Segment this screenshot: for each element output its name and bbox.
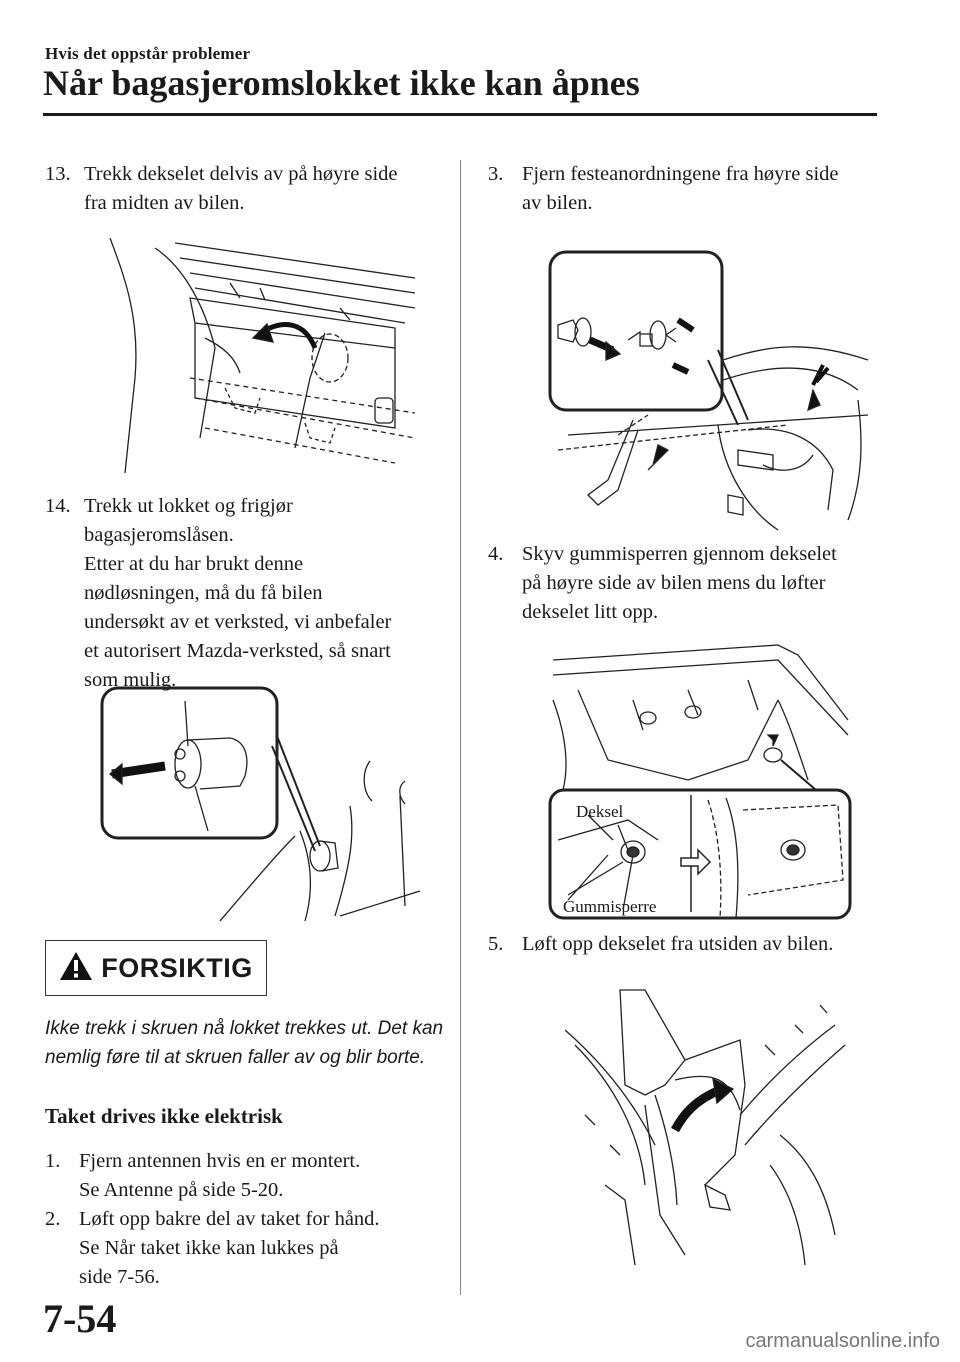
step-text-line: fra midten av bilen. bbox=[84, 192, 245, 214]
step-text-line: Skyv gummisperren gjennom dekselet bbox=[522, 543, 837, 565]
step-text-line: Trekk dekselet delvis av på høyre side bbox=[84, 163, 398, 185]
step-1 bbox=[45, 1147, 445, 1205]
step-text-line: som mulig. bbox=[84, 669, 177, 691]
step-text-line: av bilen. bbox=[522, 192, 593, 214]
step-text-line: Se Når taket ikke kan lukkes på bbox=[79, 1237, 339, 1259]
step-text-line: nødløsningen, må du få bilen bbox=[84, 582, 323, 604]
step-text-line: undersøkt av et verksted, vi anbefaler bbox=[84, 611, 392, 633]
step-text-line: dekselet litt opp. bbox=[522, 601, 659, 623]
label-cover: Deksel bbox=[576, 802, 624, 821]
step-text-line: Løft opp dekselet fra utsiden av bilen. bbox=[522, 933, 834, 955]
column-divider bbox=[460, 160, 461, 1295]
title-rule bbox=[43, 113, 877, 116]
step-number: 4. bbox=[488, 543, 504, 565]
step-number: 1. bbox=[45, 1150, 61, 1172]
step-13 bbox=[45, 160, 445, 218]
step-number: 2. bbox=[45, 1208, 61, 1230]
watermark: carmanualsonline.info bbox=[745, 1330, 940, 1352]
caution-box bbox=[45, 940, 267, 996]
step-number: 14. bbox=[45, 495, 71, 517]
caution-label: FORSIKTIG bbox=[101, 952, 253, 983]
step-3 bbox=[488, 160, 888, 218]
step-text-line: Fjern festeanordningene fra høyre side bbox=[522, 163, 839, 185]
step-2 bbox=[45, 1205, 445, 1292]
figure-step-13 bbox=[95, 238, 425, 483]
step-text-line: side 7-56. bbox=[79, 1266, 160, 1288]
page-number: 7-54 bbox=[43, 1296, 117, 1341]
step-text-line: Fjern antennen hvis en er montert. bbox=[79, 1150, 361, 1172]
figure-step-14 bbox=[100, 686, 430, 926]
figure-step-3 bbox=[548, 250, 878, 532]
page-title: Når bagasjeromslokket ikke kan åpnes bbox=[43, 63, 640, 103]
section-label: Hvis det oppstår problemer bbox=[45, 44, 251, 63]
warning-triangle-icon bbox=[59, 951, 93, 986]
step-text-line: et autorisert Mazda-verksted, så snart bbox=[84, 640, 391, 662]
step-text-line: Se Antenne på side 5-20. bbox=[79, 1179, 284, 1201]
step-text-line: Etter at du har brukt denne bbox=[84, 553, 304, 575]
step-text-line: Løft opp bakre del av taket for hånd. bbox=[79, 1208, 380, 1230]
label-rubber-stopper: Gummisperre bbox=[563, 897, 657, 916]
figure-step-5 bbox=[565, 985, 855, 1275]
step-text-line: bagasjeromslåsen. bbox=[84, 524, 234, 546]
subheading: Taket drives ikke elektrisk bbox=[45, 1104, 283, 1128]
step-4 bbox=[488, 540, 898, 627]
step-text-line: på høyre side av bilen mens du løfter bbox=[522, 572, 826, 594]
figure-step-4 bbox=[548, 640, 858, 922]
step-text-line: Trekk ut lokket og frigjør bbox=[84, 495, 293, 517]
step-number: 13. bbox=[45, 163, 71, 185]
step-number: 3. bbox=[488, 163, 504, 185]
caution-text: Ikke trekk i skruen nå lokket trekkes ut. Det kan nemlig føre til at skruen faller av og blir borte. bbox=[45, 1018, 444, 1068]
step-5 bbox=[488, 930, 898, 959]
step-14 bbox=[45, 492, 455, 695]
step-number: 5. bbox=[488, 933, 504, 955]
